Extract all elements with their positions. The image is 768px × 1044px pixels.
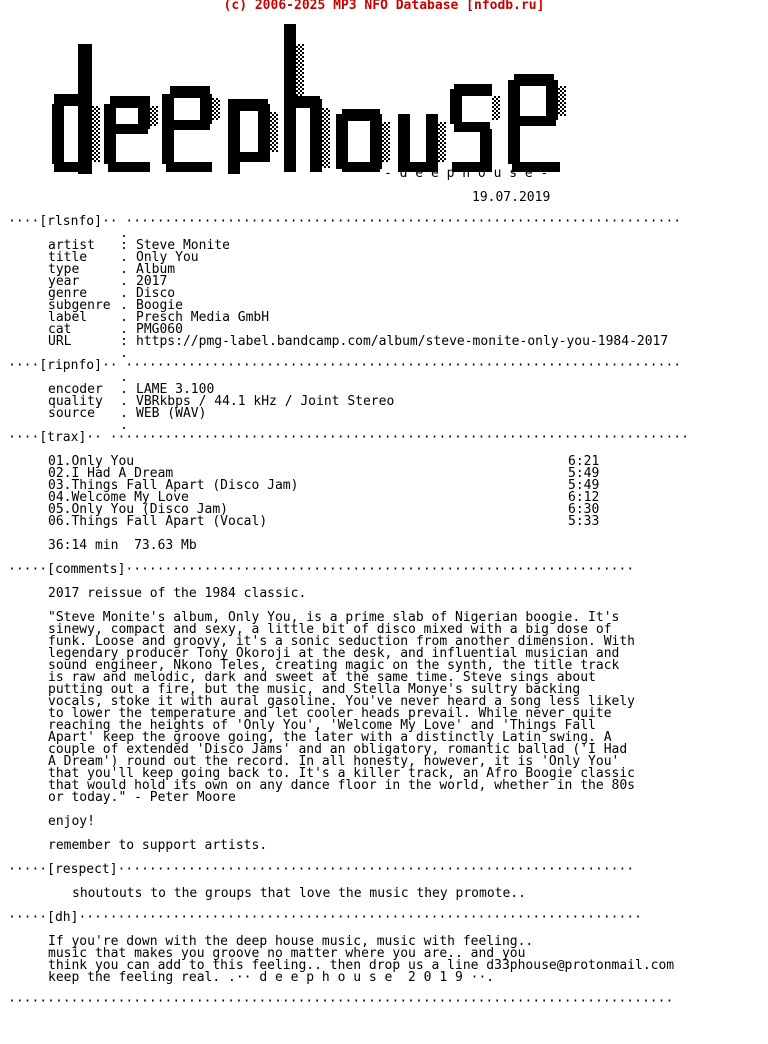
- review-line-12: couple of extended 'Disco Jams' and an obligatory, romantic ballad ('I Had: [48, 742, 628, 757]
- track-3-name: 03.Things Fall Apart (Disco Jam): [48, 478, 299, 493]
- genre-value: Disco: [136, 286, 176, 301]
- url-label: URL: [48, 334, 72, 349]
- section-title-dh: [dh]: [47, 910, 79, 925]
- dh-line-2: music that makes you groove no matter where you are.. and you: [48, 946, 526, 961]
- section-respect-separator: ·····[respect]··································································: [8, 862, 635, 877]
- track-6-time: 5:33: [568, 514, 600, 529]
- field-dot: .: [120, 406, 128, 421]
- field-dot: .: [120, 322, 128, 337]
- review-line-15: that would hold its own on any dance floor in the world, whether in the 80s: [48, 778, 635, 793]
- source-header-link[interactable]: (c) 2006-2025 MP3 NFO Database [nfodb.ru]: [223, 0, 545, 13]
- dh-line-4: keep the feeling real. .·· d e e p h o u s e 2 0 1 9 ··.: [48, 970, 495, 985]
- support-text: remember to support artists.: [48, 838, 268, 853]
- subgenre-label: subgenre: [48, 298, 111, 313]
- label-label: label: [48, 310, 88, 325]
- field-dot: .: [120, 346, 128, 361]
- field-dot: .: [120, 394, 128, 409]
- logo-art: [52, 24, 572, 174]
- track-5-time: 6:30: [568, 502, 600, 517]
- track-4-time: 6:12: [568, 490, 600, 505]
- source-value: WEB (WAV): [136, 406, 207, 421]
- section-rlsnfo-separator: ····[rlsnfo]·· ·······································································: [8, 214, 682, 229]
- field-colon: :: [120, 238, 128, 253]
- artist-label: artist: [48, 238, 95, 253]
- genre-label: genre: [48, 286, 88, 301]
- review-line-8: vocals, stoke it with aural gasoline. You've never heard a song less likely: [48, 694, 635, 709]
- dh-line-1: If you're down with the deep house music, music with feeling..: [48, 934, 534, 949]
- section-title-rlsnfo: [rlsnfo]: [39, 214, 102, 229]
- footer-separator: ·····················································································: [8, 994, 674, 1009]
- field-dot: .: [120, 370, 128, 385]
- dh-line-3[interactable]: think you can add to this feeling.. then drop us a line d33phouse@protonmail.com: [48, 958, 675, 973]
- field-dot: .: [120, 382, 128, 397]
- track-4-name: 04.Welcome My Love: [48, 490, 189, 505]
- cat-value: PMG060: [136, 322, 183, 337]
- track-5-name: 05.Only You (Disco Jam): [48, 502, 229, 517]
- section-title-comments: [comments]: [47, 562, 126, 577]
- quality-label: quality: [48, 394, 103, 409]
- subgenre-value: Boogie: [136, 298, 183, 313]
- section-title-trax: [trax]: [39, 430, 87, 445]
- title-value: Only You: [136, 250, 199, 265]
- field-dot: .: [120, 250, 128, 265]
- cat-label: cat: [48, 322, 72, 337]
- review-line-6: is raw and melodic, dark and sweet at the same time. Steve sings about: [48, 670, 596, 685]
- section-comments-separator: ·····[comments]·································································: [8, 562, 635, 577]
- review-line-1: "Steve Monite's album, Only You, is a prime slab of Nigerian boogie. It's: [48, 610, 620, 625]
- review-line-4: legendary producer Tony Okoroji at the desk, and influential musician and: [48, 646, 620, 661]
- year-label: year: [48, 274, 80, 289]
- review-line-2: sinewy, compact and sexy, a little bit of disco mixed with a big dose of: [48, 622, 612, 637]
- quality-value: VBRkbps / 44.1 kHz / Joint Stereo: [136, 394, 395, 409]
- field-dot: .: [120, 310, 128, 325]
- review-line-7: putting out a fire, but the music, and Stella Monye's sultry backing: [48, 682, 581, 697]
- field-dot: .: [120, 418, 128, 433]
- encoder-label: encoder: [48, 382, 103, 397]
- deephouse-logo: [52, 24, 572, 177]
- totals: 36:14 min 73.63 Mb: [48, 538, 197, 553]
- url-link[interactable]: https://pmg-label.bandcamp.com/album/steve-monite-only-you-1984-2017: [136, 334, 669, 349]
- section-title-respect: [respect]: [47, 862, 118, 877]
- section-trax-separator: ····[trax]·· ··········································································: [8, 430, 689, 445]
- section-dh-separator: ·····[dh]········································································: [8, 910, 642, 925]
- release-date: 19.07.2019: [472, 190, 551, 205]
- review-line-3: funk. Loose and groovy, it's a sonic seduction from another dimension. With: [48, 634, 635, 649]
- track-2-name: 02.I Had A Dream: [48, 466, 174, 481]
- track-3-time: 5:49: [568, 478, 600, 493]
- section-title-ripnfo: [ripnfo]: [39, 358, 102, 373]
- review-line-14: that you'll keep going back to. It's a killer track, an Afro Boogie classic: [48, 766, 635, 781]
- encoder-value: LAME 3.100: [136, 382, 215, 397]
- tagline: - d e e p h o u s e -: [384, 166, 549, 181]
- field-dot: .: [120, 286, 128, 301]
- field-dot: .: [120, 298, 128, 313]
- review-line-16: or today." - Peter Moore: [48, 790, 236, 805]
- artist-value: Steve Monite: [136, 238, 230, 253]
- title-label: title: [48, 250, 88, 265]
- field-colon: :: [120, 334, 128, 349]
- review-line-5: sound engineer, Nkono Teles, creating magic on the synth, the title track: [48, 658, 620, 673]
- track-2-time: 5:49: [568, 466, 600, 481]
- field-dot: .: [120, 274, 128, 289]
- field-dot: .: [120, 226, 128, 241]
- review-line-13: A Dream') round out the record. In all honesty, however, it is 'Only You': [48, 754, 620, 769]
- review-line-11: Apart' keep the groove going, the later with a distinctly Latin swing. A: [48, 730, 612, 745]
- respect-text: shoutouts to the groups that love the music they promote..: [72, 886, 526, 901]
- label-value: Presch Media GmbH: [136, 310, 270, 325]
- field-dot: .: [120, 262, 128, 277]
- type-value: Album: [136, 262, 176, 277]
- review-line-9: to lower the temperature and let cooler heads prevail. While never quite: [48, 706, 612, 721]
- comments-intro: 2017 reissue of the 1984 classic.: [48, 586, 307, 601]
- source-label: source: [48, 406, 95, 421]
- year-value: 2017: [136, 274, 168, 289]
- review-line-10: reaching the heights of 'Only You', 'Welcome My Love' and 'Things Fall: [48, 718, 596, 733]
- track-1-name: 01.Only You: [48, 454, 135, 469]
- track-6-name: 06.Things Fall Apart (Vocal): [48, 514, 268, 529]
- enjoy-text: enjoy!: [48, 814, 95, 829]
- type-label: type: [48, 262, 80, 277]
- track-1-time: 6:21: [568, 454, 600, 469]
- section-ripnfo-separator: ····[ripnfo]·· ·······································································: [8, 358, 682, 373]
